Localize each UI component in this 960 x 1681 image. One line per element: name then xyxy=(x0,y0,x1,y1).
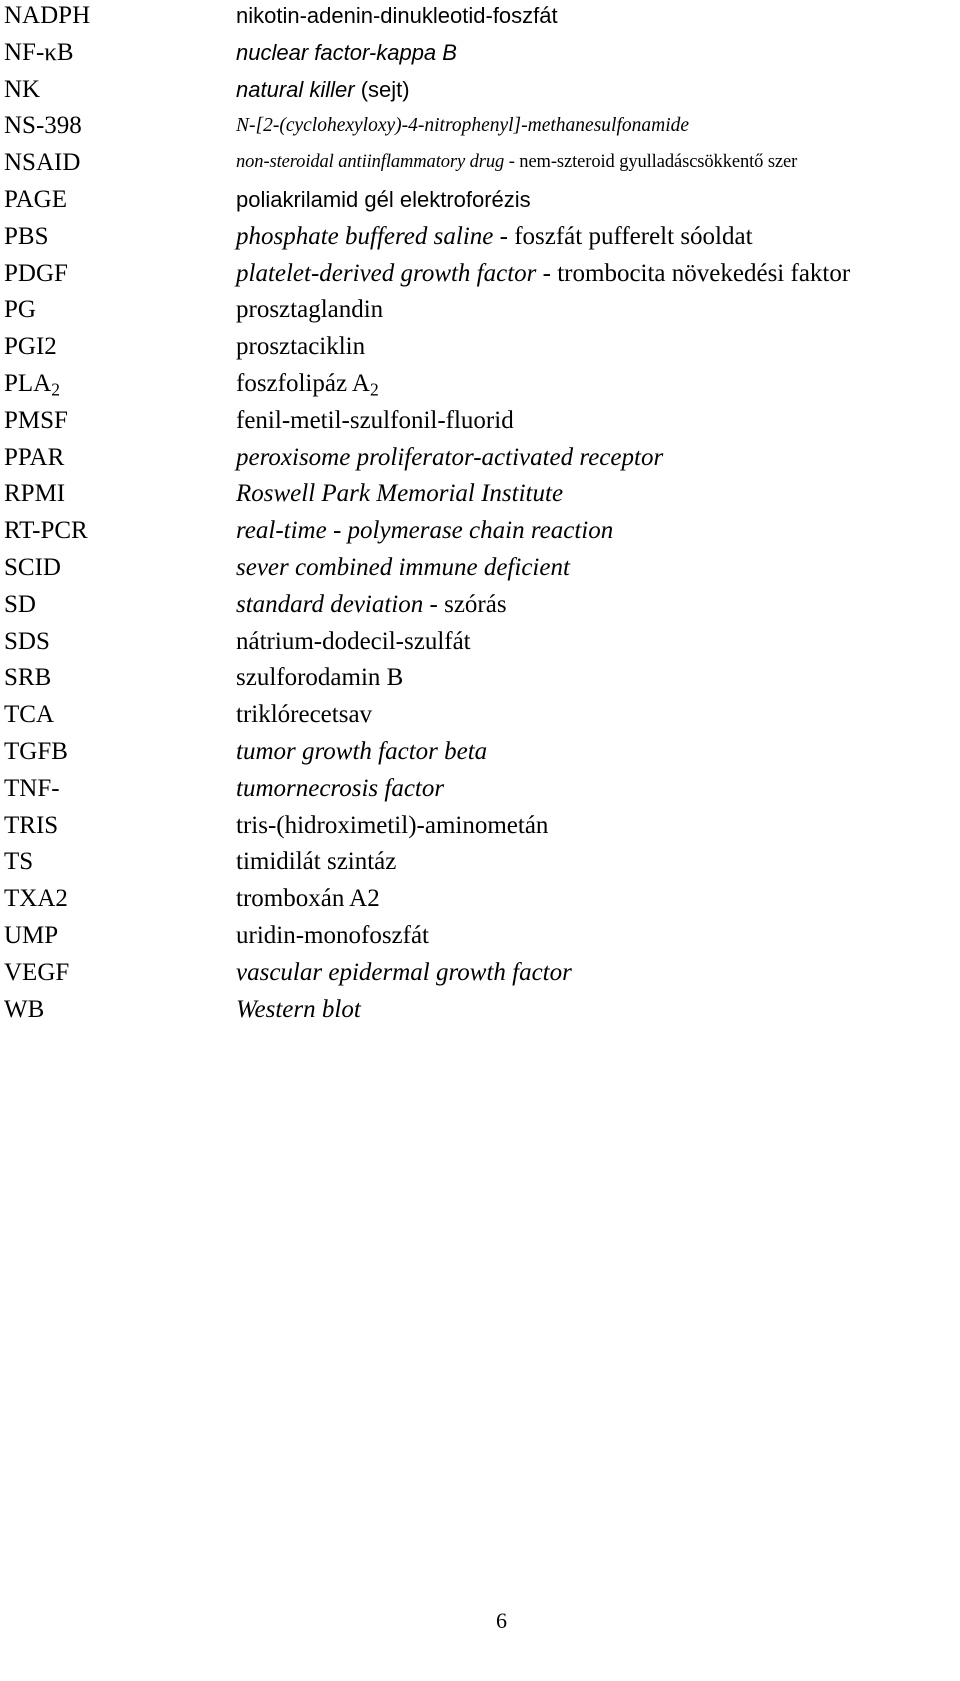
abbreviation-row xyxy=(4,920,960,957)
abbreviation-row xyxy=(4,515,960,552)
abbreviation-definition: prosztaglandin xyxy=(236,296,384,324)
abbreviation-row xyxy=(4,626,960,663)
abbreviation-definition: nuclear factor-kappa B xyxy=(236,39,457,65)
abbreviation-definition: peroxisome proliferator-activated receptor xyxy=(236,443,664,471)
abbreviation-row xyxy=(4,221,960,258)
abbreviation-row xyxy=(4,74,960,111)
abbreviation-term: PG xyxy=(4,296,36,324)
abbreviation-term: NF-κB xyxy=(4,38,74,66)
abbreviation-term: PMSF xyxy=(4,406,68,434)
abbreviation-definition: sever combined immune deficient xyxy=(236,553,570,581)
abbreviation-row xyxy=(4,589,960,626)
abbreviation-definition: uridin-monofoszfát xyxy=(236,921,430,949)
abbreviation-term: SDS xyxy=(4,627,50,655)
abbreviation-term: TCA xyxy=(4,701,54,729)
abbreviation-term: TXA2 xyxy=(4,885,68,913)
abbreviation-term: TGFB xyxy=(4,737,68,765)
abbreviation-definition: real-time - polymerase chain reaction xyxy=(236,517,614,545)
abbreviation-row xyxy=(4,662,960,699)
abbreviation-definition: standard deviation - szórás xyxy=(236,590,507,618)
abbreviation-term: NADPH xyxy=(4,2,91,29)
abbreviation-term: PGI2 xyxy=(4,333,57,361)
abbreviation-row xyxy=(4,331,960,368)
abbreviation-term: $PLA_2$ xyxy=(4,369,60,400)
abbreviation-definition: tumornecrosis factor xyxy=(236,774,445,802)
abbreviation-row xyxy=(4,442,960,479)
abbreviation-row xyxy=(4,37,960,74)
abbreviation-row xyxy=(4,368,960,405)
abbreviation-term: SD xyxy=(4,590,36,618)
abbreviation-definition: Western blot xyxy=(236,995,361,1023)
abbreviation-row xyxy=(4,0,960,37)
abbreviation-definition: non-steroidal antiinflammatory drug - nem-szteroid gyulladáscsökkentő szer xyxy=(236,152,798,173)
abbreviation-definition: fenil-metil-szulfonil-fluorid xyxy=(236,406,514,434)
abbreviation-term: RPMI xyxy=(4,480,66,508)
abbreviation-term: PPAR xyxy=(4,443,65,471)
abbreviation-term: TRIS xyxy=(4,811,59,839)
abbreviation-row xyxy=(4,810,960,847)
abbreviation-list xyxy=(4,0,960,1030)
page-number: 6 xyxy=(496,1608,507,1633)
abbreviation-definition: timidilát szintáz xyxy=(236,848,397,876)
abbreviation-term: VEGF xyxy=(4,958,70,986)
abbreviation-row xyxy=(4,294,960,331)
abbreviation-term: NK xyxy=(4,75,41,103)
abbreviation-row xyxy=(4,883,960,920)
abbreviation-definition: nátrium-dodecil-szulfát xyxy=(236,627,471,655)
abbreviation-term: NS-398 xyxy=(4,112,82,140)
abbreviation-definition: platelet-derived growth factor - trombocita növekedési faktor xyxy=(236,259,851,287)
abbreviation-row xyxy=(4,258,960,295)
abbreviation-row xyxy=(4,736,960,773)
abbreviation-row xyxy=(4,552,960,589)
abbreviation-term: SCID xyxy=(4,553,61,581)
abbreviation-row xyxy=(4,478,960,515)
abbreviation-definition: nikotin-adenin-dinukleotid-foszfát xyxy=(236,3,558,28)
abbreviation-definition: vascular epidermal growth factor xyxy=(236,958,572,986)
abbreviation-term: NSAID xyxy=(4,149,81,177)
abbreviation-row xyxy=(4,994,960,1031)
abbreviation-row xyxy=(4,957,960,994)
abbreviation-term: TNF- xyxy=(4,774,60,802)
abbreviation-definition: Roswell Park Memorial Institute xyxy=(236,480,564,508)
abbreviation-definition: N-[2-(cyclohexyloxy)-4-nitrophenyl]-methanesulfonamide xyxy=(236,115,690,137)
abbreviation-row xyxy=(4,699,960,736)
abbreviation-term: PDGF xyxy=(4,259,68,287)
abbreviation-definition: foszfolipáz $A_2$ xyxy=(236,369,379,400)
abbreviation-term: PBS xyxy=(4,222,49,250)
abbreviation-term: UMP xyxy=(4,921,59,949)
abbreviation-term: TS xyxy=(4,848,34,876)
abbreviation-term: RT-PCR xyxy=(4,517,88,545)
abbreviation-term: WB xyxy=(4,995,45,1023)
abbreviation-definition: tumor growth factor beta xyxy=(236,737,488,765)
abbreviation-definition: triklórecetsav xyxy=(236,701,373,729)
abbreviation-row xyxy=(4,405,960,442)
abbreviation-row xyxy=(4,147,960,184)
abbreviation-definition: tris-(hidroximetil)-aminometán xyxy=(236,811,549,839)
abbreviation-term: PAGE xyxy=(4,185,67,213)
abbreviation-definition: prosztaciklin xyxy=(236,333,366,361)
abbreviation-definition: natural killer (sejt) xyxy=(236,76,410,102)
abbreviation-row xyxy=(4,110,960,147)
abbreviation-definition: szulforodamin B xyxy=(236,664,404,692)
abbreviation-definition: phosphate buffered saline - foszfát pufferelt sóoldat xyxy=(236,222,753,250)
abbreviation-row xyxy=(4,184,960,221)
abbreviation-definition: poliakrilamid gél elektroforézis xyxy=(236,186,531,212)
abbreviation-term: SRB xyxy=(4,664,52,692)
abbreviation-row xyxy=(4,846,960,883)
abbreviation-row xyxy=(4,773,960,810)
abbreviation-definition: tromboxán A2 xyxy=(236,885,380,913)
